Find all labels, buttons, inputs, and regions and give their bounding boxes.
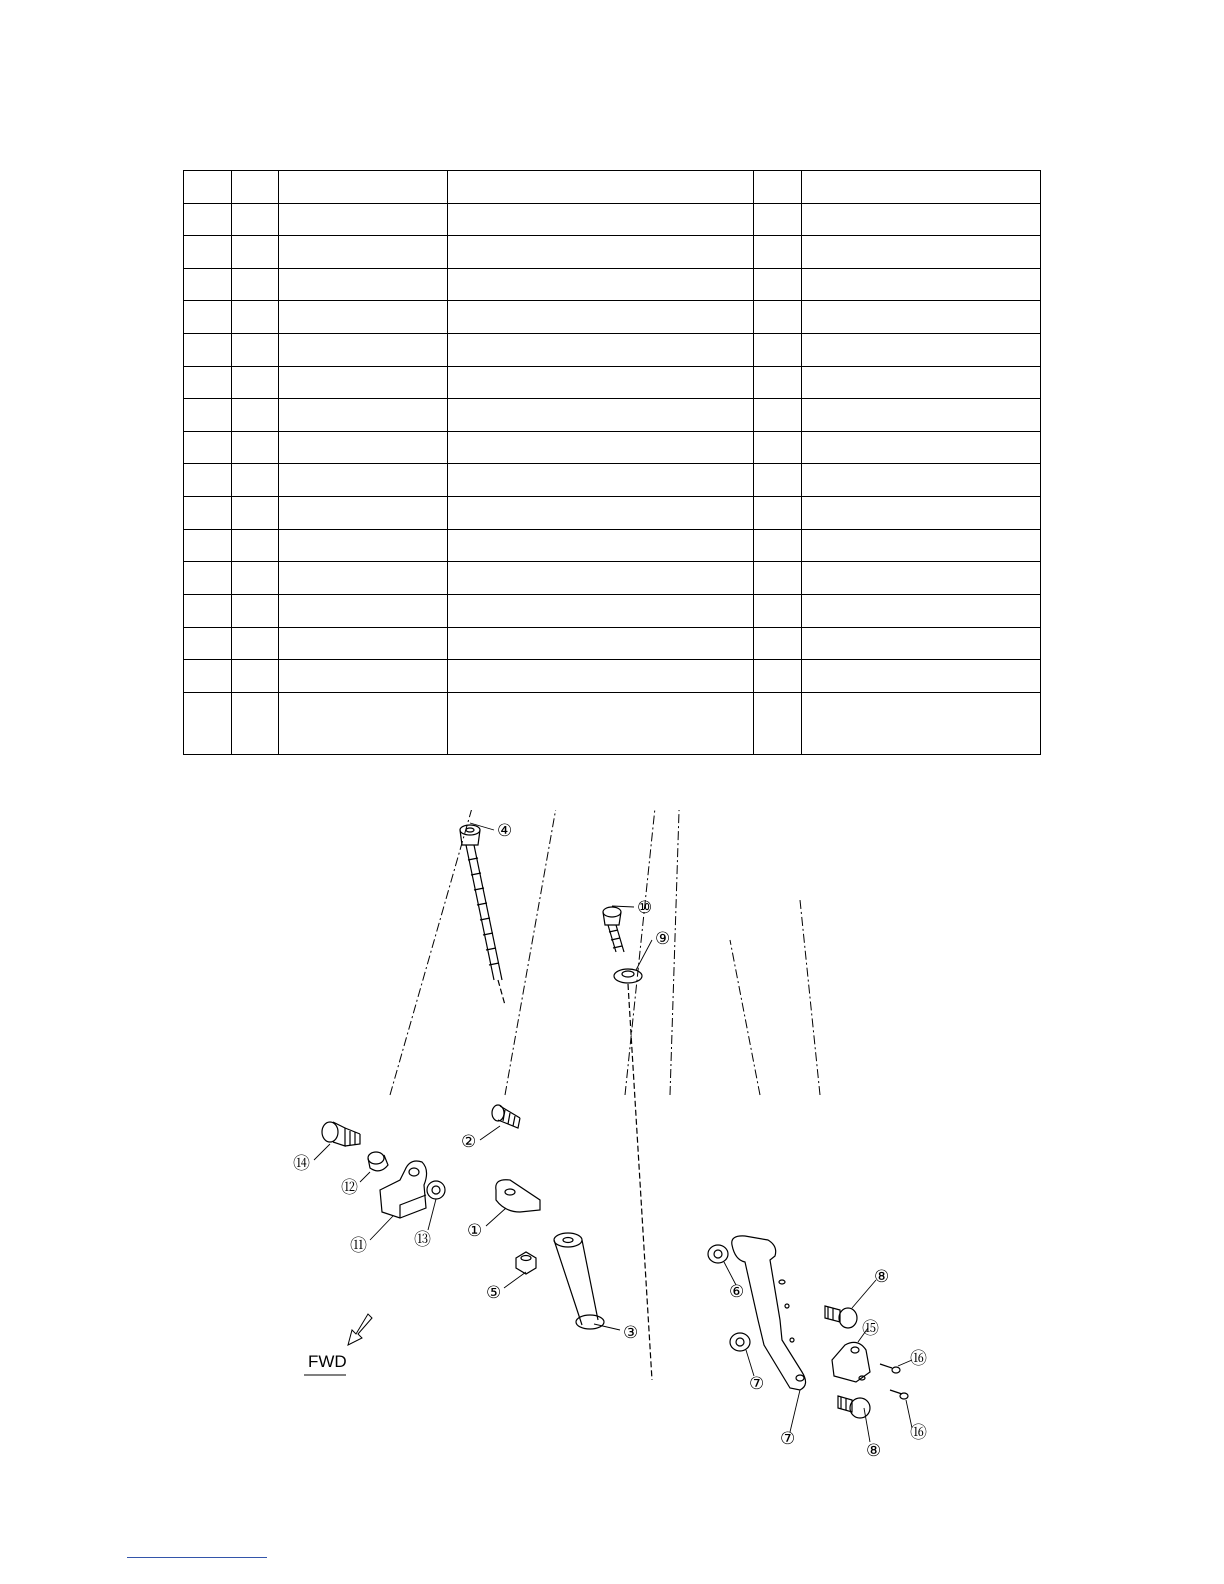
bracket-15 [832, 1342, 870, 1382]
callout-14: ⑭ [293, 1154, 310, 1174]
table-cell [279, 334, 448, 367]
table-cell [232, 594, 279, 627]
exploded-parts-diagram [260, 810, 960, 1480]
table-cell [754, 660, 802, 693]
callout-6: ⑦ [780, 1429, 796, 1449]
table-row [184, 399, 1041, 432]
table-cell [184, 627, 232, 660]
table-cell [754, 171, 802, 204]
table-cell [754, 529, 802, 562]
table-cell [232, 203, 279, 236]
table-cell [802, 594, 1041, 627]
table-cell [754, 236, 802, 269]
table-cell [184, 562, 232, 595]
table-cell [184, 594, 232, 627]
callout-16-upper: ⑯ [910, 1349, 927, 1369]
table-cell [802, 464, 1041, 497]
table-cell [754, 301, 802, 334]
table-cell [802, 366, 1041, 399]
table-cell [448, 692, 754, 754]
table-row [184, 301, 1041, 334]
table-row [184, 464, 1041, 497]
table-cell [232, 497, 279, 530]
parts-table [183, 170, 1041, 755]
table-cell [279, 692, 448, 754]
table-cell [448, 334, 754, 367]
table-cell [802, 627, 1041, 660]
table-cell [184, 171, 232, 204]
table-cell [184, 236, 232, 269]
footer-link-rule [127, 1557, 267, 1558]
callout-2: ② [461, 1132, 477, 1152]
table-cell [754, 203, 802, 236]
table-cell [232, 660, 279, 693]
screw-16-upper [880, 1364, 900, 1373]
table-cell [232, 301, 279, 334]
plate-6 [732, 1236, 806, 1390]
table-cell [448, 594, 754, 627]
table-cell [279, 236, 448, 269]
table-cell [232, 627, 279, 660]
callout-8-lower: ⑧ [866, 1441, 882, 1461]
table-cell [232, 529, 279, 562]
table-cell [232, 562, 279, 595]
table-cell [448, 366, 754, 399]
engine-outline [390, 810, 835, 1095]
callout-9: ⑨ [655, 929, 671, 949]
table-cell [184, 497, 232, 530]
table-cell [802, 562, 1041, 595]
washer-7-upper [708, 1245, 728, 1263]
table-cell [448, 529, 754, 562]
table-cell [448, 399, 754, 432]
table-cell [754, 268, 802, 301]
table-cell [232, 399, 279, 432]
nut-5 [516, 1252, 536, 1274]
bracket-1 [496, 1180, 540, 1212]
table-cell [279, 562, 448, 595]
table-cell [802, 660, 1041, 693]
leader-lines [314, 823, 912, 1442]
table-cell [279, 301, 448, 334]
table-row [184, 660, 1041, 693]
table-cell [802, 334, 1041, 367]
table-cell [232, 236, 279, 269]
fwd-indicator [304, 1314, 372, 1375]
bolt-8-upper [825, 1306, 857, 1328]
table-cell [184, 203, 232, 236]
table-cell [754, 562, 802, 595]
collar-12 [368, 1152, 388, 1171]
callout-13: ⑬ [414, 1230, 431, 1250]
table-cell [802, 497, 1041, 530]
callout-16-lower: ⑯ [910, 1423, 927, 1443]
screw-16-lower [890, 1390, 908, 1399]
table-cell [802, 268, 1041, 301]
callout-11: ⑪ [350, 1236, 367, 1256]
table-row [184, 236, 1041, 269]
table-row [184, 203, 1041, 236]
parts-table-body [184, 171, 1041, 755]
table-cell [448, 171, 754, 204]
table-cell [232, 171, 279, 204]
table-row [184, 692, 1041, 754]
callout-7-lower: ⑦ [749, 1374, 765, 1394]
bolt-14 [322, 1122, 360, 1146]
callout-15: ⑮ [862, 1319, 879, 1339]
table-cell [802, 692, 1041, 754]
screw-2 [492, 1105, 520, 1128]
table-cell [184, 431, 232, 464]
washer-13 [427, 1181, 445, 1199]
callout-3: ③ [623, 1323, 639, 1343]
table-cell [802, 203, 1041, 236]
table-cell [232, 268, 279, 301]
table-cell [448, 268, 754, 301]
table-cell [279, 268, 448, 301]
table-cell [802, 399, 1041, 432]
table-cell [279, 497, 448, 530]
table-cell [754, 366, 802, 399]
table-cell [448, 431, 754, 464]
table-cell [754, 692, 802, 754]
table-cell [802, 431, 1041, 464]
table-cell [184, 660, 232, 693]
table-row [184, 268, 1041, 301]
clamp-bracket-11 [380, 1161, 427, 1218]
table-cell [802, 171, 1041, 204]
washer-9 [614, 969, 652, 1380]
table-cell [802, 236, 1041, 269]
table-cell [448, 236, 754, 269]
callout-4: ④ [497, 821, 513, 841]
table-cell [232, 464, 279, 497]
table-cell [184, 529, 232, 562]
table-cell [279, 366, 448, 399]
table-cell [279, 203, 448, 236]
table-cell [754, 627, 802, 660]
callout-5: ⑤ [486, 1283, 502, 1303]
table-cell [279, 431, 448, 464]
small-bolt-10 [603, 907, 624, 952]
washer-7-lower [730, 1333, 750, 1351]
table-cell [232, 366, 279, 399]
table-cell [448, 627, 754, 660]
table-row [184, 594, 1041, 627]
table-cell [184, 268, 232, 301]
table-cell [279, 529, 448, 562]
table-cell [232, 334, 279, 367]
table-row [184, 497, 1041, 530]
table-cell [279, 171, 448, 204]
table-row [184, 562, 1041, 595]
table-cell [754, 497, 802, 530]
table-cell [448, 464, 754, 497]
table-cell [448, 301, 754, 334]
table-cell [184, 301, 232, 334]
table-cell [448, 203, 754, 236]
table-cell [184, 464, 232, 497]
table-cell [279, 660, 448, 693]
table-cell [802, 529, 1041, 562]
table-cell [279, 594, 448, 627]
table-row [184, 529, 1041, 562]
table-cell [184, 692, 232, 754]
long-stud-bolt [460, 825, 505, 1005]
table-cell [448, 562, 754, 595]
callout-10: ⑩ [637, 898, 653, 918]
table-cell [754, 399, 802, 432]
table-cell [279, 399, 448, 432]
table-cell [754, 594, 802, 627]
fwd-arrow-icon [348, 1314, 372, 1345]
table-row [184, 366, 1041, 399]
callout-12: ⑫ [341, 1178, 358, 1198]
sleeve-3 [554, 1233, 604, 1329]
callout-1: ① [467, 1221, 483, 1241]
table-cell [232, 692, 279, 754]
table-header-row [184, 171, 1041, 204]
table-row [184, 627, 1041, 660]
table-cell [184, 366, 232, 399]
callout-7-upper: ⑥ [729, 1282, 745, 1302]
table-cell [448, 497, 754, 530]
table-cell [754, 334, 802, 367]
table-cell [754, 464, 802, 497]
table-cell [184, 399, 232, 432]
table-cell [184, 334, 232, 367]
table-row [184, 334, 1041, 367]
table-cell [279, 627, 448, 660]
fwd-label: FWD [308, 1352, 347, 1371]
table-cell [754, 431, 802, 464]
table-cell [232, 431, 279, 464]
callout-8-upper: ⑧ [874, 1267, 890, 1287]
table-cell [279, 464, 448, 497]
table-row [184, 431, 1041, 464]
table-cell [802, 301, 1041, 334]
table-cell [448, 660, 754, 693]
